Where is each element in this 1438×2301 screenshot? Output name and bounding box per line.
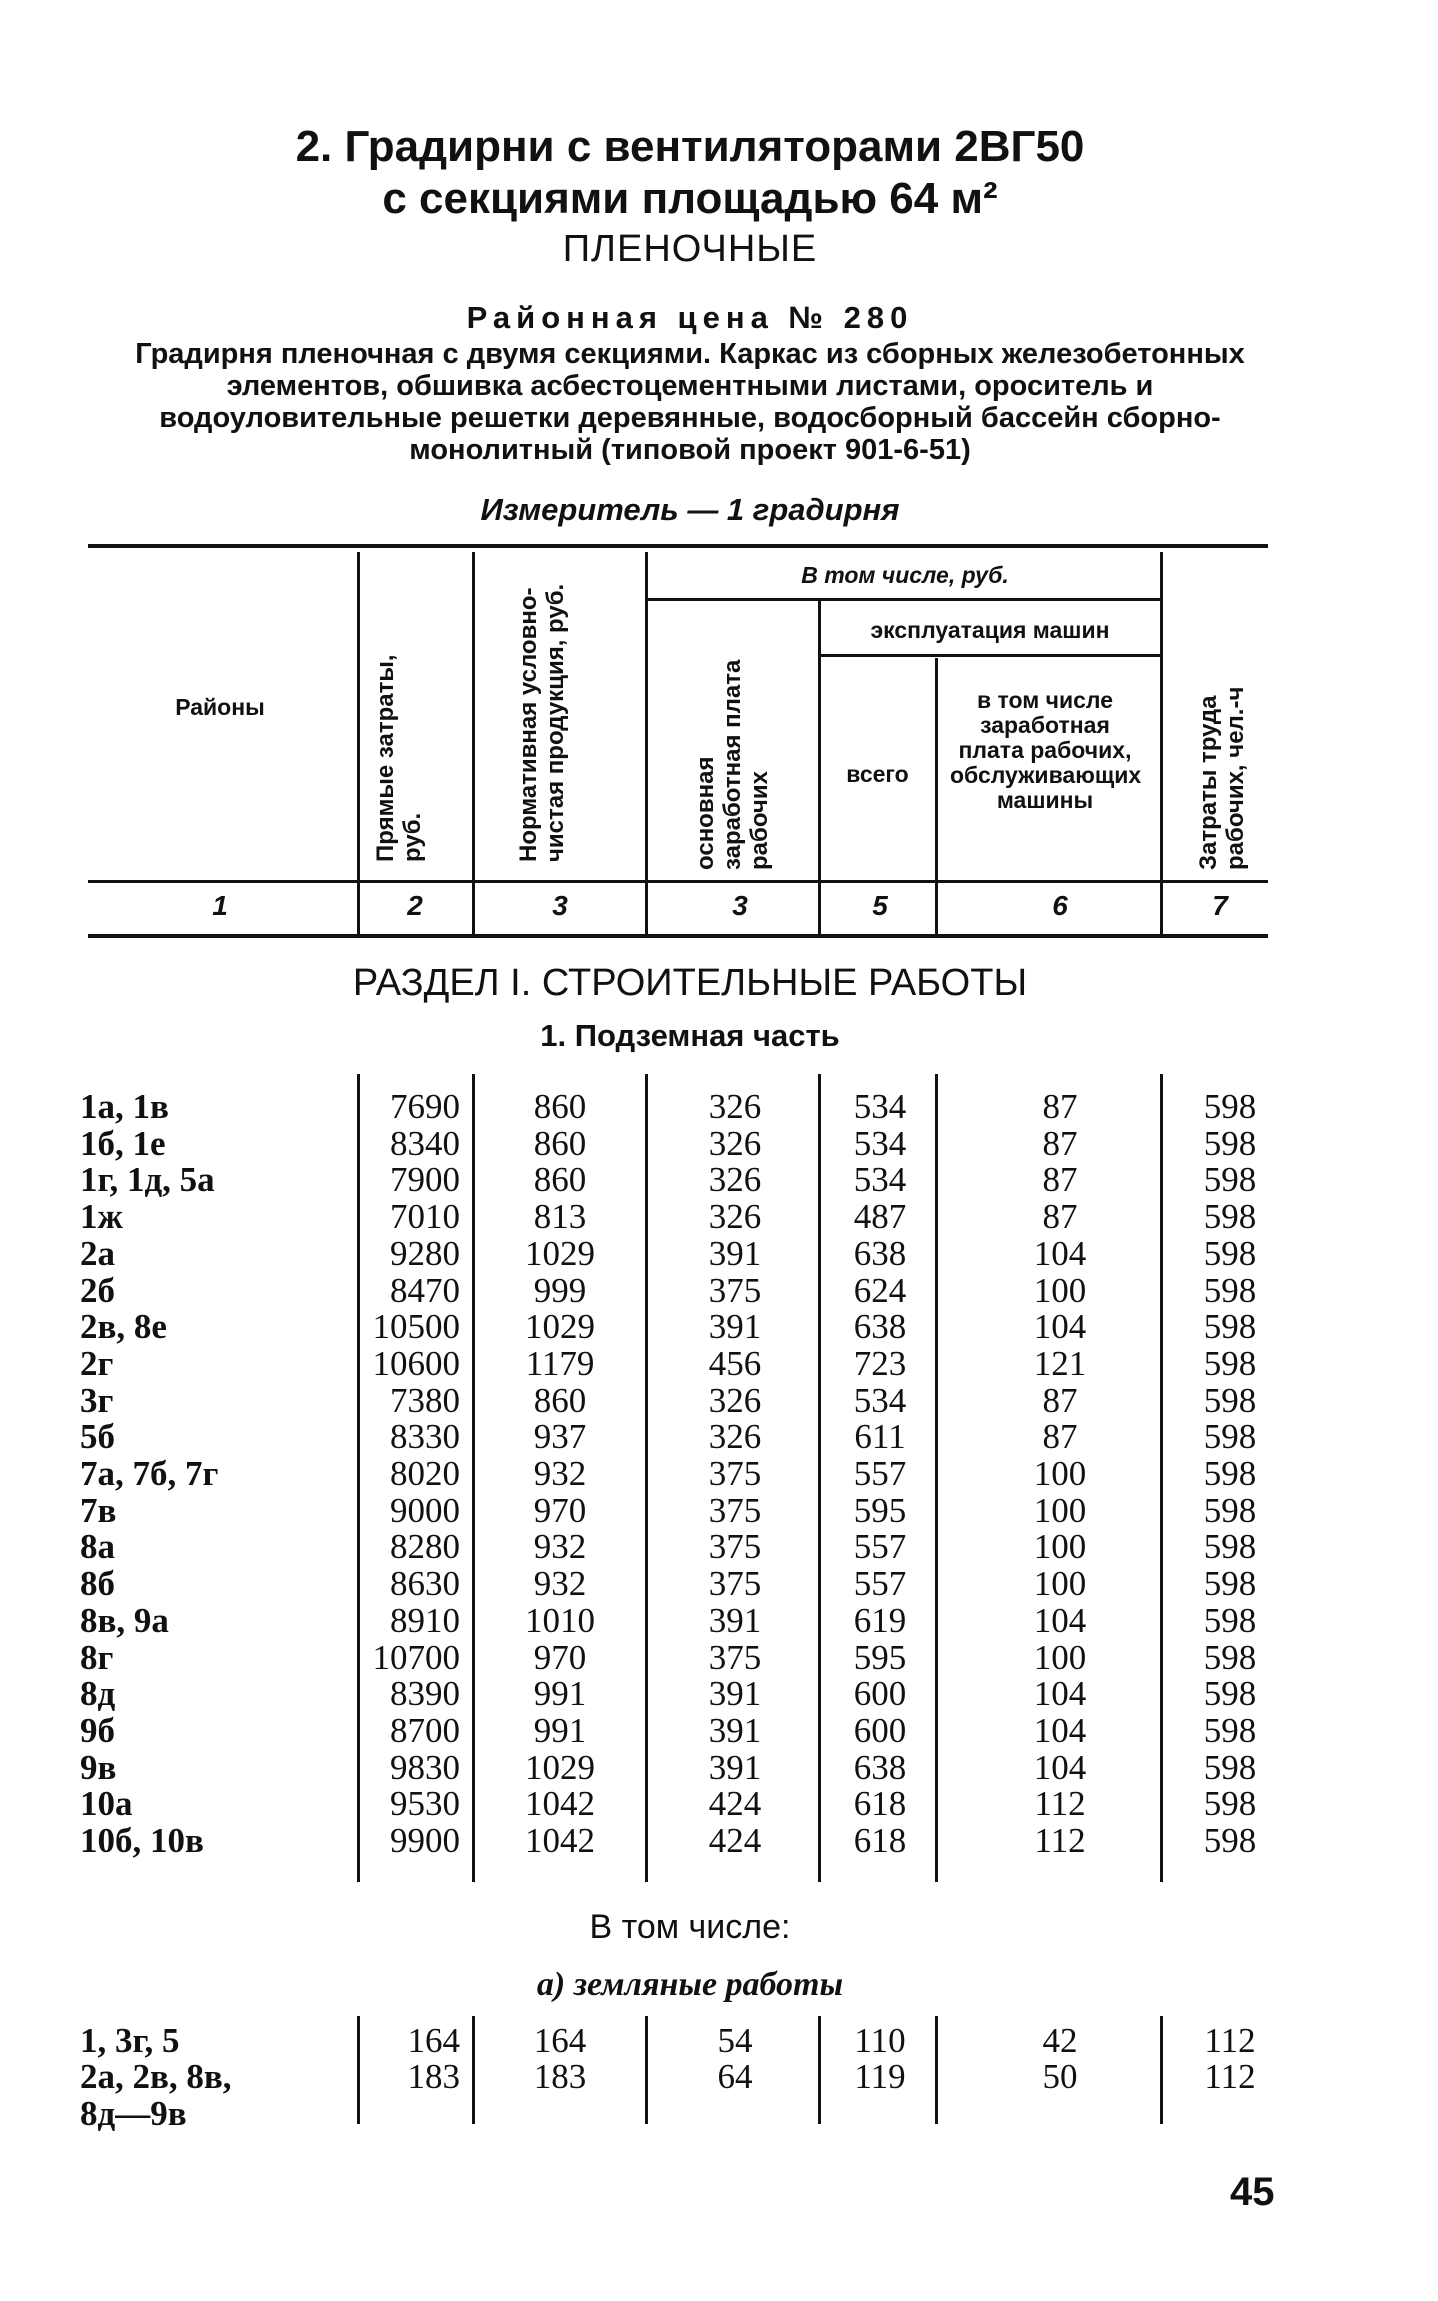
table-row (0, 1345, 1380, 1382)
cell-c3: 932 (533, 1564, 587, 1604)
cell-c3: 860 (533, 1087, 587, 1126)
cell-c4: 424 (708, 1821, 762, 1860)
cell-c5: 557 (853, 1564, 907, 1604)
cell-c3: 860 (533, 1123, 587, 1163)
cell-c5: 618 (853, 1821, 907, 1860)
cell-c7: 112 (1204, 2057, 1256, 2096)
header-vline-5 (935, 658, 938, 934)
header-vline-3 (645, 552, 648, 934)
cell-region: 2б (80, 1270, 115, 1310)
table-row (0, 1272, 1380, 1309)
cell-region: 1б, 1е (80, 1123, 166, 1163)
cell-c6: 87 (1042, 1087, 1078, 1126)
table-row (0, 1492, 1380, 1529)
title-line-2: с секциями площадью 64 м² (382, 174, 998, 223)
cell-c5: 595 (853, 1490, 907, 1530)
cell-c6: 100 (1033, 1454, 1087, 1493)
cell-c6: 104 (1033, 1600, 1087, 1640)
cell-c6: 42 (1042, 2021, 1078, 2060)
cell-c2: 10600 (372, 1343, 460, 1383)
cell-c7: 598 (1203, 1307, 1257, 1347)
measure-unit: Измеритель — 1 градирня (480, 492, 900, 527)
cell-c6: 87 (1042, 1160, 1078, 1200)
cell-c7: 598 (1203, 1747, 1257, 1787)
cell-c3: 813 (533, 1197, 587, 1237)
subsection-title: 1. Подземная часть (540, 1018, 840, 1053)
cell-c5: 624 (853, 1270, 907, 1310)
cell-c4: 375 (708, 1454, 762, 1493)
cell-c3: 932 (533, 1454, 587, 1493)
cell-c3: 1179 (525, 1343, 595, 1383)
colnum-2: 2 (407, 890, 423, 921)
cell-c2: 164 (407, 2021, 460, 2060)
colnum-3: 3 (552, 890, 568, 921)
cell-c6: 87 (1042, 1197, 1078, 1237)
table-row (0, 1785, 1380, 1822)
cell-c6: 100 (1033, 1270, 1087, 1310)
cell-c4: 391 (708, 1600, 762, 1640)
title-line-1: 2. Градирни с вентиляторами 2ВГ50 (295, 122, 1085, 171)
cell-c3: 932 (533, 1527, 587, 1567)
cell-c5: 534 (853, 1380, 907, 1420)
col-labor-header (1195, 590, 1249, 870)
cell-c4: 326 (708, 1087, 762, 1126)
header-top-rule (88, 544, 1268, 548)
col-direct-header (372, 582, 426, 862)
cell-region: 10а (80, 1784, 133, 1824)
cell-c2: 8340 (390, 1123, 460, 1163)
cell-c4: 375 (708, 1270, 762, 1310)
cell-c5: 119 (854, 2057, 906, 2096)
cell-c7: 598 (1203, 1087, 1257, 1126)
table-row (0, 1161, 1380, 1198)
cell-region: 7а, 7б, 7г (80, 1454, 219, 1493)
cell-c7: 598 (1203, 1233, 1257, 1273)
cell-c7: 598 (1203, 1784, 1257, 1824)
cell-region: 2а (80, 1233, 115, 1273)
cell-c3: 1010 (525, 1600, 595, 1640)
cell-c7: 598 (1203, 1343, 1257, 1383)
cell-c6: 104 (1033, 1307, 1087, 1347)
cell-c7: 598 (1203, 1674, 1257, 1714)
cell-region: 1г, 1д, 5а (80, 1160, 215, 1200)
cell-c2: 9830 (390, 1747, 460, 1787)
table-row (0, 1639, 1380, 1676)
cell-c6: 104 (1033, 1710, 1087, 1750)
table-row (0, 1675, 1380, 1712)
cell-c7: 598 (1203, 1160, 1257, 1200)
table-row (0, 1198, 1380, 1235)
colnum-6: 6 (1052, 890, 1068, 921)
cell-c7: 598 (1203, 1564, 1257, 1604)
cell-c4: 375 (708, 1637, 762, 1677)
cell-c2: 7900 (390, 1160, 460, 1200)
table-row (0, 1308, 1380, 1345)
cell-c3: 991 (533, 1710, 587, 1750)
group-incl-header: В том числе, руб. (801, 562, 1009, 588)
cell-c2: 8470 (390, 1270, 460, 1310)
cell-c5: 557 (853, 1454, 907, 1493)
colnum-1: 1 (212, 890, 228, 921)
cell-c2: 9280 (390, 1233, 460, 1273)
cell-c4: 326 (708, 1160, 762, 1200)
cell-c5: 487 (853, 1197, 907, 1237)
cell-region: 1, 3г, 5 (80, 2021, 180, 2060)
description: Градирня пленочная с двумя секциями. Каркас из сборных железобетонных элементов, обшивка асбестоцементными листами, ороситель и водоуловительные решетки деревянные, водосборный бассейн сборно-монолитный (типовой проект 901-6-51) (135, 338, 1245, 466)
title-line-3: ПЛЕНОЧНЫЕ (562, 228, 818, 270)
cell-c3: 1042 (525, 1784, 595, 1824)
cell-c6: 100 (1033, 1490, 1087, 1530)
cell-c3: 1029 (525, 1233, 595, 1273)
cell-c2: 8020 (390, 1454, 460, 1493)
cell-c2: 8280 (390, 1527, 460, 1567)
cell-c2: 8910 (390, 1600, 460, 1640)
cell-c2: 7690 (390, 1087, 460, 1126)
header-vline-2 (472, 552, 475, 934)
cell-c2: 8330 (390, 1417, 460, 1457)
cell-c2: 9530 (390, 1784, 460, 1824)
cell-region: 7в (80, 1490, 117, 1530)
price-title: Районная цена № 280 (466, 300, 914, 335)
table-row (0, 1418, 1380, 1455)
cell-c6: 100 (1033, 1527, 1087, 1567)
cell-c3: 860 (533, 1380, 587, 1420)
table-row (0, 1088, 1380, 1125)
table-row (0, 1125, 1380, 1162)
col-basic-wage-header (692, 570, 773, 870)
cell-region: 5б (80, 1417, 115, 1457)
cell-c4: 375 (708, 1527, 762, 1567)
header-vline-6 (1160, 552, 1163, 934)
cell-c6: 121 (1033, 1343, 1087, 1383)
cell-c5: 619 (853, 1600, 907, 1640)
cell-c6: 112 (1034, 1821, 1086, 1860)
cell-c4: 54 (717, 2021, 753, 2060)
cell-c2: 7380 (390, 1380, 460, 1420)
col-total-header: всего (846, 761, 909, 787)
including-title: В том числе: (589, 1908, 791, 1946)
cell-c5: 638 (853, 1233, 907, 1273)
header-bottom-rule (88, 880, 1268, 883)
cell-c7: 598 (1203, 1490, 1257, 1530)
cell-region: 2г (80, 1343, 114, 1383)
cell-c7: 598 (1203, 1197, 1257, 1237)
cell-c5: 600 (853, 1710, 907, 1750)
table-row (0, 1235, 1380, 1272)
cell-c4: 424 (708, 1784, 762, 1824)
col-normative-label: Нормативная условно-чистая продукция, руб. (515, 583, 569, 862)
cell-region: 2в, 8е (80, 1307, 167, 1347)
cell-c6: 87 (1042, 1380, 1078, 1420)
cell-c4: 391 (708, 1674, 762, 1714)
colnum-7: 7 (1212, 890, 1228, 921)
cell-c4: 326 (708, 1380, 762, 1420)
cell-c4: 456 (708, 1343, 762, 1383)
cell-region: 2а, 2в, 8в, (80, 2057, 232, 2096)
cell-region: 10б, 10в (80, 1821, 204, 1860)
cell-region: 8в, 9а (80, 1600, 169, 1640)
cell-c7: 598 (1203, 1527, 1257, 1567)
table-row (0, 1528, 1380, 1565)
col-basic-wage-label: основная заработная плата рабочих (692, 659, 773, 870)
cell-c5: 557 (853, 1527, 907, 1567)
header-vline-1 (357, 552, 360, 934)
cell-c7: 598 (1203, 1417, 1257, 1457)
cell-c6: 104 (1033, 1233, 1087, 1273)
table-row (0, 1455, 1380, 1492)
cell-c3: 970 (533, 1637, 587, 1677)
colnum-5: 5 (872, 890, 888, 921)
cell-c6: 112 (1034, 1784, 1086, 1824)
cell-region: 8д (80, 1674, 116, 1714)
cell-c5: 600 (853, 1674, 907, 1714)
cell-c7: 598 (1203, 1600, 1257, 1640)
cell-c4: 391 (708, 1233, 762, 1273)
table-row (0, 1712, 1380, 1749)
cell-c5: 595 (853, 1637, 907, 1677)
cell-c2: 8630 (390, 1564, 460, 1604)
group-machine-header: эксплуатация машин (870, 617, 1110, 643)
cell-c3: 1042 (525, 1821, 595, 1860)
cell-c6: 104 (1033, 1747, 1087, 1787)
col-labor-label: Затраты труда рабочих, чел.-ч (1195, 686, 1249, 870)
cell-c2: 10700 (372, 1637, 460, 1677)
cell-c3: 1029 (525, 1307, 595, 1347)
colnum-bottom-rule (88, 934, 1268, 938)
cell-c2: 9000 (390, 1490, 460, 1530)
cell-c3: 1029 (525, 1747, 595, 1787)
earthworks-row (0, 2022, 1380, 2059)
cell-c2: 10500 (372, 1307, 460, 1347)
cell-region: 1ж (80, 1197, 123, 1237)
cell-c7: 598 (1203, 1637, 1257, 1677)
table-row (0, 1602, 1380, 1639)
cell-c5: 618 (853, 1784, 907, 1824)
cell-c6: 87 (1042, 1123, 1078, 1163)
cell-c5: 534 (853, 1123, 907, 1163)
cell-region: 8б (80, 1564, 115, 1604)
cell-region: 8а (80, 1527, 115, 1567)
col-machine-wage-header: в том числе заработная плата рабочих, обслуживающих машины (950, 687, 1142, 813)
cell-c7: 598 (1203, 1454, 1257, 1493)
section-title: РАЗДЕЛ I. СТРОИТЕЛЬНЫЕ РАБОТЫ (352, 962, 1028, 1004)
col-regions-header: Районы (175, 694, 265, 720)
cell-region: 3г (80, 1380, 114, 1420)
cell-c3: 164 (533, 2021, 587, 2060)
cell-c4: 391 (708, 1710, 762, 1750)
cell-c4: 375 (708, 1564, 762, 1604)
table-row (0, 1382, 1380, 1419)
cell-c7: 598 (1203, 1270, 1257, 1310)
cell-c3: 970 (533, 1490, 587, 1530)
cell-region-continued: 8д—9в (80, 2094, 187, 2133)
cell-c3: 991 (533, 1674, 587, 1714)
cell-c6: 87 (1042, 1417, 1078, 1457)
cell-c6: 104 (1033, 1674, 1087, 1714)
cell-c7: 598 (1203, 1710, 1257, 1750)
table-row (0, 1822, 1380, 1859)
cell-c7: 598 (1203, 1821, 1257, 1860)
cell-c4: 391 (708, 1307, 762, 1347)
cell-c5: 110 (854, 2021, 906, 2060)
cell-c3: 860 (533, 1160, 587, 1200)
cell-c3: 183 (533, 2057, 587, 2096)
cell-region: 1а, 1в (80, 1087, 169, 1126)
table-row (0, 1565, 1380, 1602)
cell-c3: 999 (533, 1270, 587, 1310)
cell-c2: 8390 (390, 1674, 460, 1714)
cell-region: 9б (80, 1710, 115, 1750)
cell-c5: 534 (853, 1160, 907, 1200)
cell-c6: 50 (1042, 2057, 1078, 2096)
cell-c2: 8700 (390, 1710, 460, 1750)
cell-c2: 183 (407, 2057, 460, 2096)
col-direct-label: Прямые затраты, руб. (372, 654, 426, 862)
cell-c5: 638 (853, 1747, 907, 1787)
cell-region: 9в (80, 1747, 117, 1787)
cell-c3: 937 (533, 1417, 587, 1457)
group-machine-rule (820, 654, 1160, 657)
cell-region: 8г (80, 1637, 114, 1677)
colnum-4: 3 (732, 890, 748, 921)
cell-c6: 100 (1033, 1564, 1087, 1604)
earthworks-title: а) земляные работы (536, 1966, 844, 2003)
cell-c2: 7010 (390, 1197, 460, 1237)
cell-c4: 326 (708, 1417, 762, 1457)
cell-c4: 326 (708, 1123, 762, 1163)
col-normative-header (515, 562, 569, 862)
cell-c4: 391 (708, 1747, 762, 1787)
cell-c5: 611 (854, 1417, 906, 1457)
cell-c5: 723 (853, 1343, 907, 1383)
cell-c7: 112 (1204, 2021, 1256, 2060)
table-row (0, 1749, 1380, 1786)
cell-c5: 638 (853, 1307, 907, 1347)
cell-c7: 598 (1203, 1380, 1257, 1420)
cell-c6: 100 (1033, 1637, 1087, 1677)
cell-c5: 534 (853, 1087, 907, 1126)
cell-c4: 375 (708, 1490, 762, 1530)
cell-c4: 326 (708, 1197, 762, 1237)
cell-c4: 64 (717, 2057, 753, 2096)
cell-c7: 598 (1203, 1123, 1257, 1163)
cell-c2: 9900 (390, 1821, 460, 1860)
page-number: 45 (1230, 2170, 1275, 2214)
earthworks-row (0, 2057, 1380, 2133)
